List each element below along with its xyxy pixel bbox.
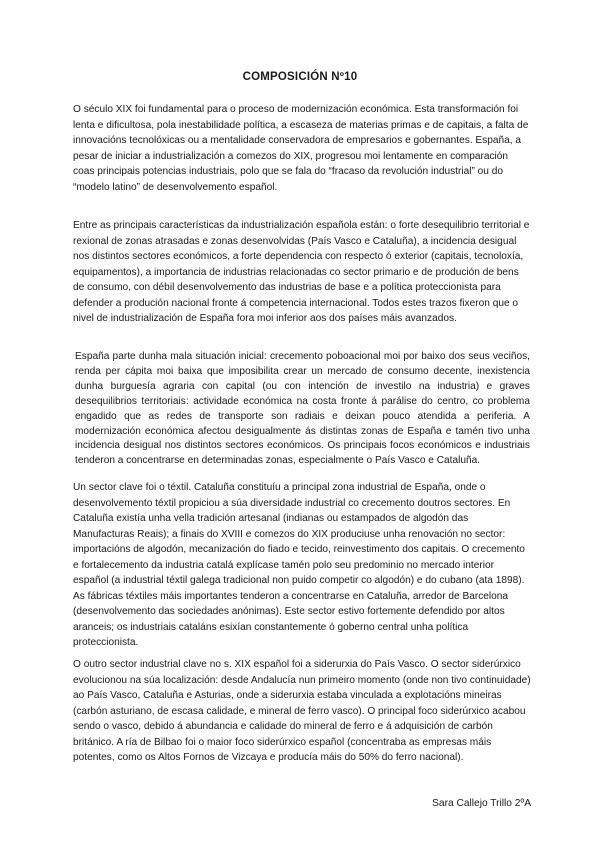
document-title: COMPOSICIÓN Nº10 (242, 71, 358, 83)
paragraph-steel-sector: O outro sector industrial clave no s. XIX español foi a siderurxia do País Vasco. O sector siderúrxico evolucionou na súa localización: desde Andalucía nun primeiro momento (onde non tivo continuidade) ao País Vasco, Cataluña e Asturias, onde a siderurxia estaba vinculada a explotacións mineiras (carbón asturiano, de escasa calidade, e mineral de ferro vasco). O principal foco siderúrxico acabou sendo o vasco, debido á abundancia e calidade do mineral de ferro e á adquisición de carbón británico. A ría de Bilbao foi o maior foco siderúrxico español (concentraba as empresas máis potentes, como os Altos Fornos de Vizcaya e producía máis do 50% do ferro nacional). (73, 659, 531, 763)
paragraph-intro: O século XIX foi fundamental para o proceso de modernización económica. Esta transformación foi lenta e dificultosa, pola inestabilidade política, a escaseza de materias primas e de capitais, a falta de innovacións tecnolóxicas ou a mentalidade conservadora de empresarios e gobernantes. España, a pesar de iniciar a industrialización a comezos do XIX, progresou moi lentamente en comparación coas principais potencias industriais, polo que se fala do “fracaso da revolución industrial” ou do “modelo latino” de desenvolvemento español. (73, 104, 529, 193)
paragraph-textile-sector: Un sector clave foi o téxtil. Cataluña constituíu a principal zona industrial de España, onde o desenvolvemento téxtil propiciou a súa diversidade industrial co crecemento doutros sectores. En Cataluña existía unha vella tradición artesanal (indianas ou estampados de algodón das Manufacturas Reais); a finais do XVIII e comezos do XIX produciuse unha renovación no sector: importacións de algodón, mecanización do fiado e tecido, reinvestimento dos capitais. O crecemento e fortalecemento da industria catalá explícase tamén polo seu predominio no mercado interior español (a industrial téxtil galega tradicional non puido competir co algodón) e do cubano (ata 1898). As fábricas téxtiles máis importantes tenderon a concentrarse en Cataluña, arredor de Barcelona (desenvolvemento das sociedades anónimas). Este sector estivo fortemente defendido por altos aranceis; os industriais cataláns esixían constantemente ó goberno central unha política proteccionista. (73, 482, 525, 648)
paragraph-initial-situation: España parte dunha mala situación inicial: crecemento poboacional moi por baixo dos seus veciños, renda per cápita moi baixa que imposibilita crear un mercado de consumo decente, inexistencia dunha burguesía agraria con capital (ou con intención de investilo na industria) e graves desequilibrios territoriais: actividade económica na costa fronte á parálise do centro, co problema engadido que as redes de transporte son radiais e deixan pouco atendida a periferia. A modernización económica afectou desigualmente ás distintas zonas de España e tamén tivo unha incidencia desigual nos distintos sectores económicos. Os principais focos económicos e industriais tenderon a concentrarse en determinadas zonas, especialmente o País Vasco e Cataluña. (75, 351, 530, 467)
paragraph-characteristics: Entre as principais características da industrialización española están: o forte desequilibrio territorial e rexional de zonas atrasadas e zonas desenvolvidas (País Vasco e Cataluña), a incidencia desigual nos distintos sectores económicos, a forte dependencia con respecto ó exterior (capitais, tecnoloxía, equipamentos), a importancia de industrias relacionadas co sector primario e de produción de bens de consumo, con débil desenvolvemento das industrias de base e a política proteccionista para defender a produción nacional fronte á competencia internacional. Todos estes trazos fixeron que o nivel de industrialización de España fora moi inferior aos dos países máis avanzados. (73, 220, 530, 324)
author-signature: Sara Callejo Trillo 2ºA (432, 798, 531, 809)
